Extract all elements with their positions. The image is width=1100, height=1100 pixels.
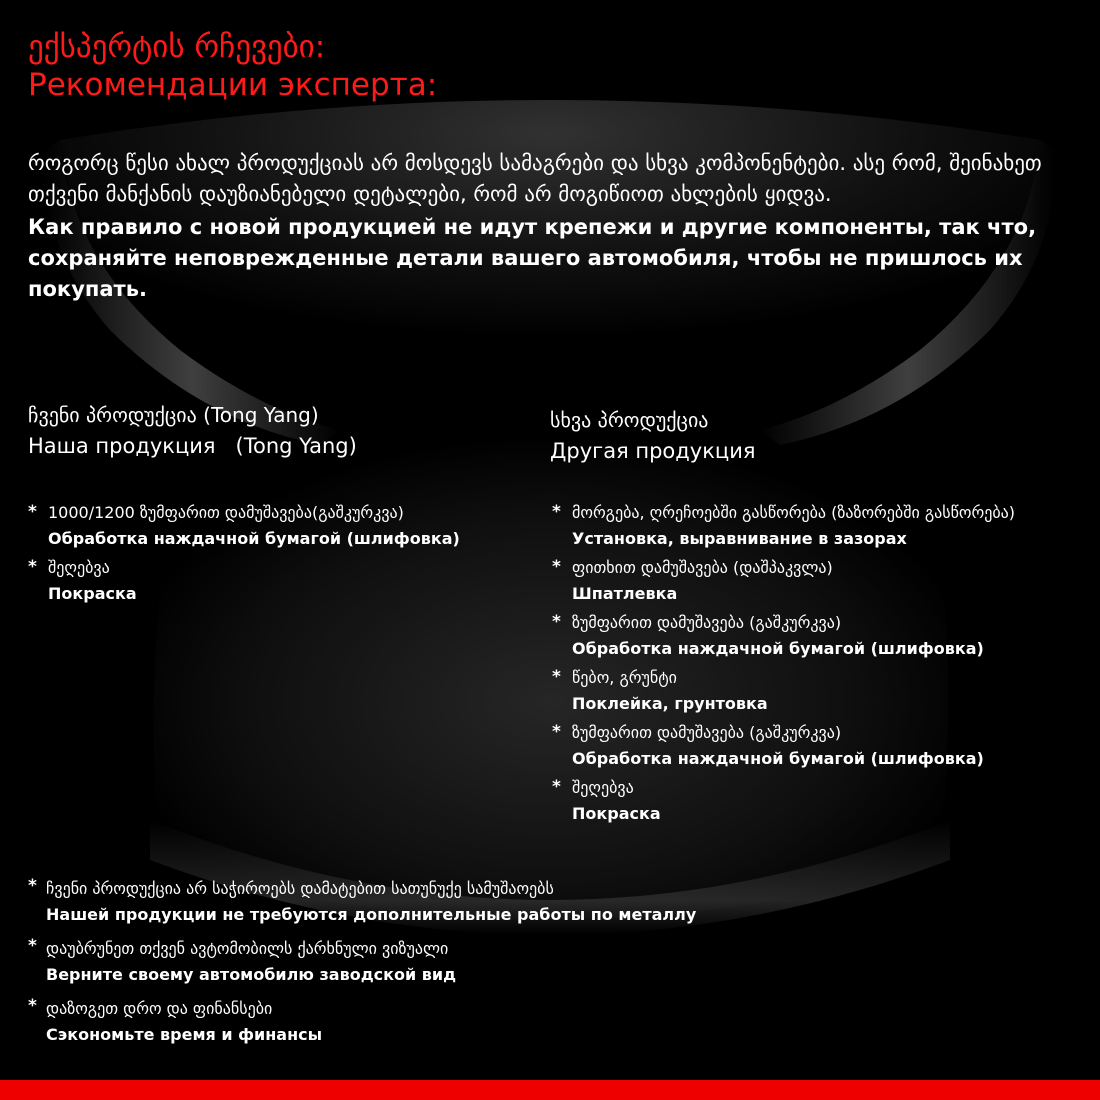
other-product-title-ru: Другая продукция [550,439,756,463]
headline-ru: Рекомендации эксперта: [28,67,438,103]
benefit-ru: Верните своему автомобилю заводской вид [46,965,456,984]
list-item [552,665,1015,720]
list-item [552,720,1015,775]
our-product-steps [28,500,460,610]
step-ka: შეღებვა [572,778,634,797]
step-ru: Покраска [48,584,137,603]
bullet-star-icon: * [28,876,37,896]
bullet-star-icon: * [552,502,561,522]
step-ru: Обработка наждачной бумагой (шлифовка) [48,529,460,548]
benefit-ka: დაუბრუნეთ თქვენ ავტომობილს ქარხნული ვიზუალი [46,939,449,958]
step-ru: Обработка наждачной бумагой (шлифовка) [572,639,984,658]
benefits-list [28,876,696,1056]
bullet-star-icon: * [552,612,561,632]
bullet-star-icon: * [28,557,37,577]
headline [28,28,437,104]
step-ru: Обработка наждачной бумагой (шлифовка) [572,749,984,768]
other-product-steps [552,500,1015,830]
list-item [552,610,1015,665]
other-product-title [550,405,756,467]
list-item [552,775,1015,830]
bullet-star-icon: * [552,557,561,577]
list-item [552,555,1015,610]
benefit-ru: Сэкономьте время и финансы [46,1025,323,1044]
step-ka: ზუმფარით დამუშავება (გაშკურკვა) [572,613,842,632]
our-product-title-ka: ჩვენი პროდუქცია (Tong Yang) [28,403,319,427]
intro-ru: Как правило с новой продукцией не идут крепежи и другие компоненты, так что, сохраняйте неповрежденные детали вашего автомобиля, чтобы не пришлось их покупать. [28,215,1037,301]
step-ru: Покраска [572,804,661,823]
bullet-star-icon: * [28,502,37,522]
headline-ka: ექსპერტის რჩევები: [28,29,326,65]
bullet-star-icon: * [28,996,37,1016]
other-product-title-ka: სხვა პროდუქცია [550,408,709,432]
step-ru: Поклейка, грунтовка [572,694,768,713]
bottom-red-bar [0,1080,1100,1100]
benefit-ru: Нашей продукции не требуются дополнительные работы по металлу [46,905,697,924]
list-item [28,500,460,555]
list-item [28,936,696,988]
step-ka: მორგება, ღრეჩოებში გასწორება (ზაზორებში გასწორება) [572,503,1015,522]
bullet-star-icon: * [552,777,561,797]
list-item [28,876,696,928]
step-ka: წებო, გრუნტი [572,668,677,687]
bullet-star-icon: * [28,936,37,956]
bullet-star-icon: * [552,667,561,687]
bullet-star-icon: * [552,722,561,742]
benefit-ka: დაზოგეთ დრო და ფინანსები [46,999,273,1018]
step-ru: Установка, выравнивание в зазорах [572,529,907,548]
list-item [552,500,1015,555]
step-ka: ზუმფარით დამუშავება (გაშკურკვა) [572,723,842,742]
intro-ka: როგორც წესი ახალ პროდუქციას არ მოსდევს სამაგრები და სხვა კომპონენტები. ასე რომ, შეინახეთ თქვენი მანქანის დაუზიანებელი დეტალები, რომ არ მოგიწიოთ ახლების ყიდვა. [28,151,1042,206]
step-ru: Шпатлевка [572,584,678,603]
step-ka: შეღებვა [48,558,110,577]
step-ka: ფითხით დამუშავება (დაშპაკვლა) [572,558,833,577]
our-product-title-ru: Наша продукция (Tong Yang) [28,434,357,458]
step-ka: 1000/1200 ზუმფარით დამუშავება(გაშკურკვა) [48,503,404,522]
our-product-title [28,400,357,462]
list-item [28,555,460,610]
intro-text [28,148,1068,305]
list-item [28,996,696,1048]
benefit-ka: ჩვენი პროდუქცია არ საჭიროებს დამატებით სათუნუქე სამუშაოებს [46,879,554,898]
